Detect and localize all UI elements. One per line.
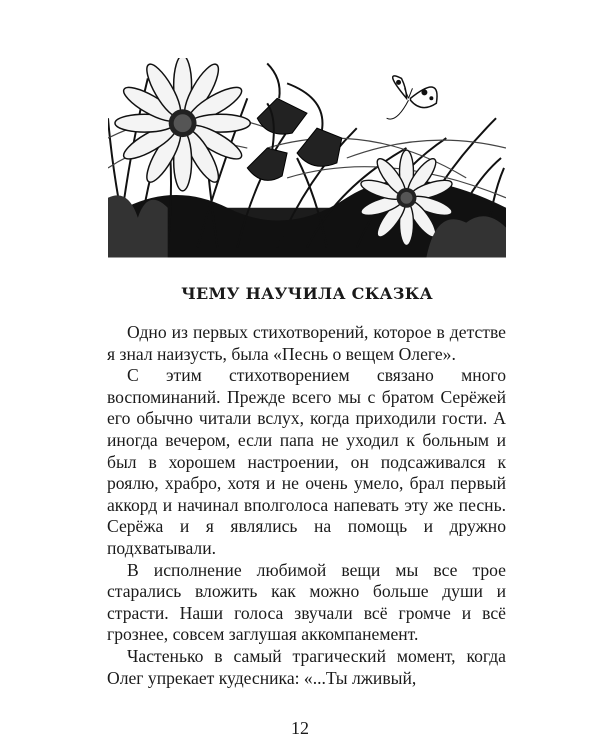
page-number: 12: [291, 718, 309, 738]
paragraph: Одно из первых стихотворений, которое в детстве я знал наизусть, была «Песнь о вещем Олеге».: [107, 322, 506, 364]
flowers-butterfly-illustration: [108, 58, 506, 258]
paragraph: С этим стихотворением связано много воспоминаний. Прежде всего мы с братом Серёжей его обычно читали вслух, когда приходили гости. А иногда вечером, если папа не уходил к больным и был в хорошем настроении, он подсаживался к роялю, храбро, хотя и не очень умело, брал первый аккорд и начинал вполголоса напевать эту же песнь. Серёжа и я являлись на помощь и дружно подхватывали.: [107, 365, 506, 558]
paragraph: В исполнение любимой вещи мы все трое старались вложить как можно больше души и страсти. Наши голоса звучали всё громче и всё грознее, совсем заглушая аккомпанемент.: [107, 559, 506, 645]
chapter-title: ЧЕМУ НАУЧИЛА СКАЗКА: [181, 284, 433, 303]
chapter-body: [107, 322, 506, 689]
paragraph: Частенько в самый трагический момент, когда Олег упрекает кудесника: «...Ты лживый,: [107, 645, 506, 688]
